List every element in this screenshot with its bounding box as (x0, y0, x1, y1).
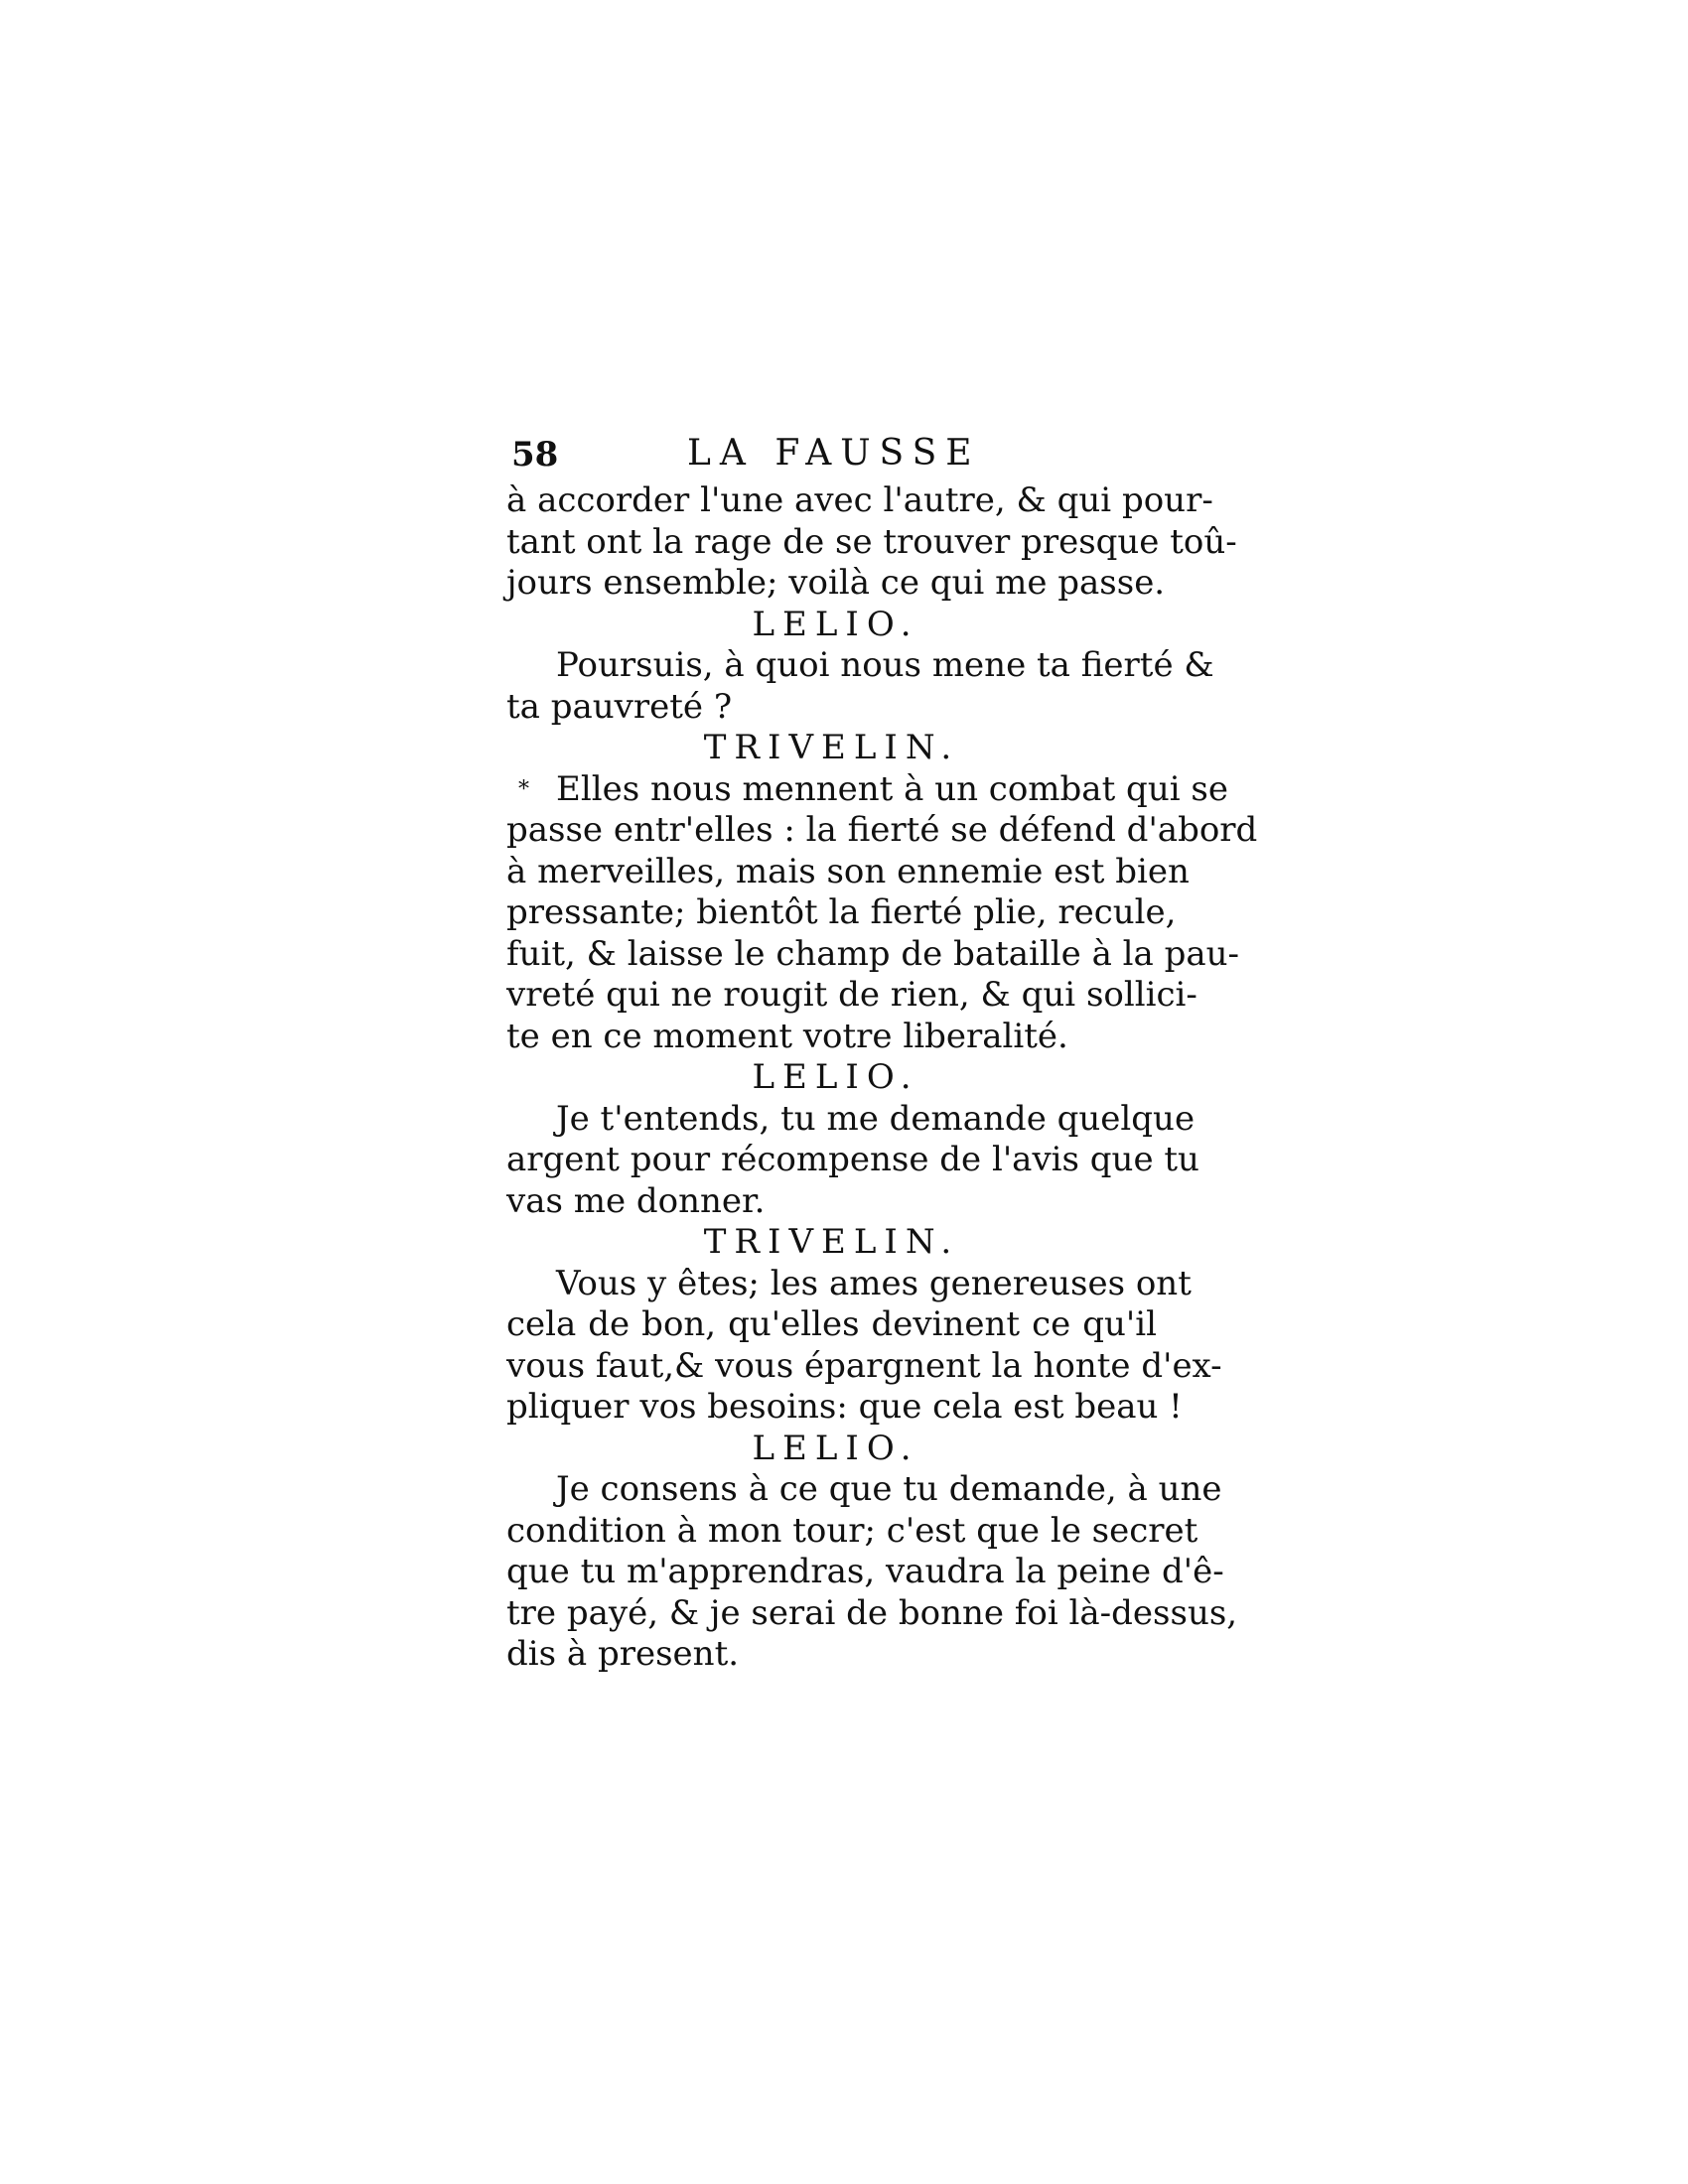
speaker-name-lelio: LELIO. (752, 604, 919, 644)
running-head (506, 433, 1157, 480)
text-line-content: Elles nous mennent à un combat qui se (556, 768, 1228, 809)
speech-lelio (506, 1469, 1238, 1676)
text-line: vas me donner. (506, 1180, 766, 1221)
text-line: te en ce moment votre liberalité. (506, 1016, 1068, 1056)
text-line: Vous y êtes; les ames genereuses ont (556, 1263, 1192, 1303)
text-line: à accorder l'une avec l'autre, & qui pour- (506, 480, 1213, 520)
text-line: à merveilles, mais son ennemie est bien (506, 851, 1190, 891)
text-line: argent pour récompense de l'avis que tu (506, 1140, 1199, 1179)
text-line (506, 768, 1228, 811)
text-line: tant ont la rage de se trouver presque toû- (506, 521, 1237, 562)
text-line: condition à mon tour; c'est que le secret (506, 1510, 1198, 1551)
page-number: 58 (511, 435, 559, 475)
speech-lelio (506, 1098, 1199, 1223)
text-line: tre payé, & je serai de bonne foi là-dessus, (506, 1592, 1238, 1633)
text-line: pressante; bientôt la fierté plie, recule, (506, 892, 1177, 932)
text-line: vous faut,& vous épargnent la honte d'ex- (506, 1345, 1222, 1386)
text-line: que tu m'apprendras, vaudra la peine d'ê- (506, 1552, 1224, 1591)
speaker-name-lelio: LELIO. (752, 1057, 919, 1097)
text-line: dis à present. (506, 1634, 740, 1674)
speech-lelio (506, 645, 1214, 728)
text-line: Je consens à ce que tu demande, à une (556, 1469, 1222, 1509)
text-line: ta pauvreté ? (506, 686, 733, 727)
text-line: fuit, & laisse le champ de bataille à la pau- (506, 933, 1240, 974)
text-line: cela de bon, qu'elles devinent ce qu'il (506, 1304, 1157, 1344)
text-line: Poursuis, à quoi nous mene ta fierté & (556, 645, 1214, 685)
text-block (506, 433, 1258, 1676)
speaker-name-lelio: LELIO. (752, 1428, 919, 1468)
speech-trivelin (506, 1263, 1222, 1429)
footnote-mark: * (518, 776, 529, 802)
text-line: jours ensemble; voilà ce qui me passe. (506, 563, 1166, 603)
running-title: LA FAUSSE (687, 433, 981, 474)
text-line: Je t'entends, tu me demande quelque (556, 1098, 1196, 1139)
speaker-name-trivelin: TRIVELIN. (703, 728, 960, 767)
speech-continuation (506, 480, 1237, 605)
text-line: passe entr'elles : la fierté se défend d'abord (506, 810, 1258, 850)
text-line: pliquer vos besoins: que cela est beau ! (506, 1387, 1183, 1427)
speaker-name-trivelin: TRIVELIN. (703, 1222, 960, 1262)
speech-trivelin (506, 768, 1258, 1058)
text-line: vreté qui ne rougit de rien, & qui sollici- (506, 975, 1197, 1015)
